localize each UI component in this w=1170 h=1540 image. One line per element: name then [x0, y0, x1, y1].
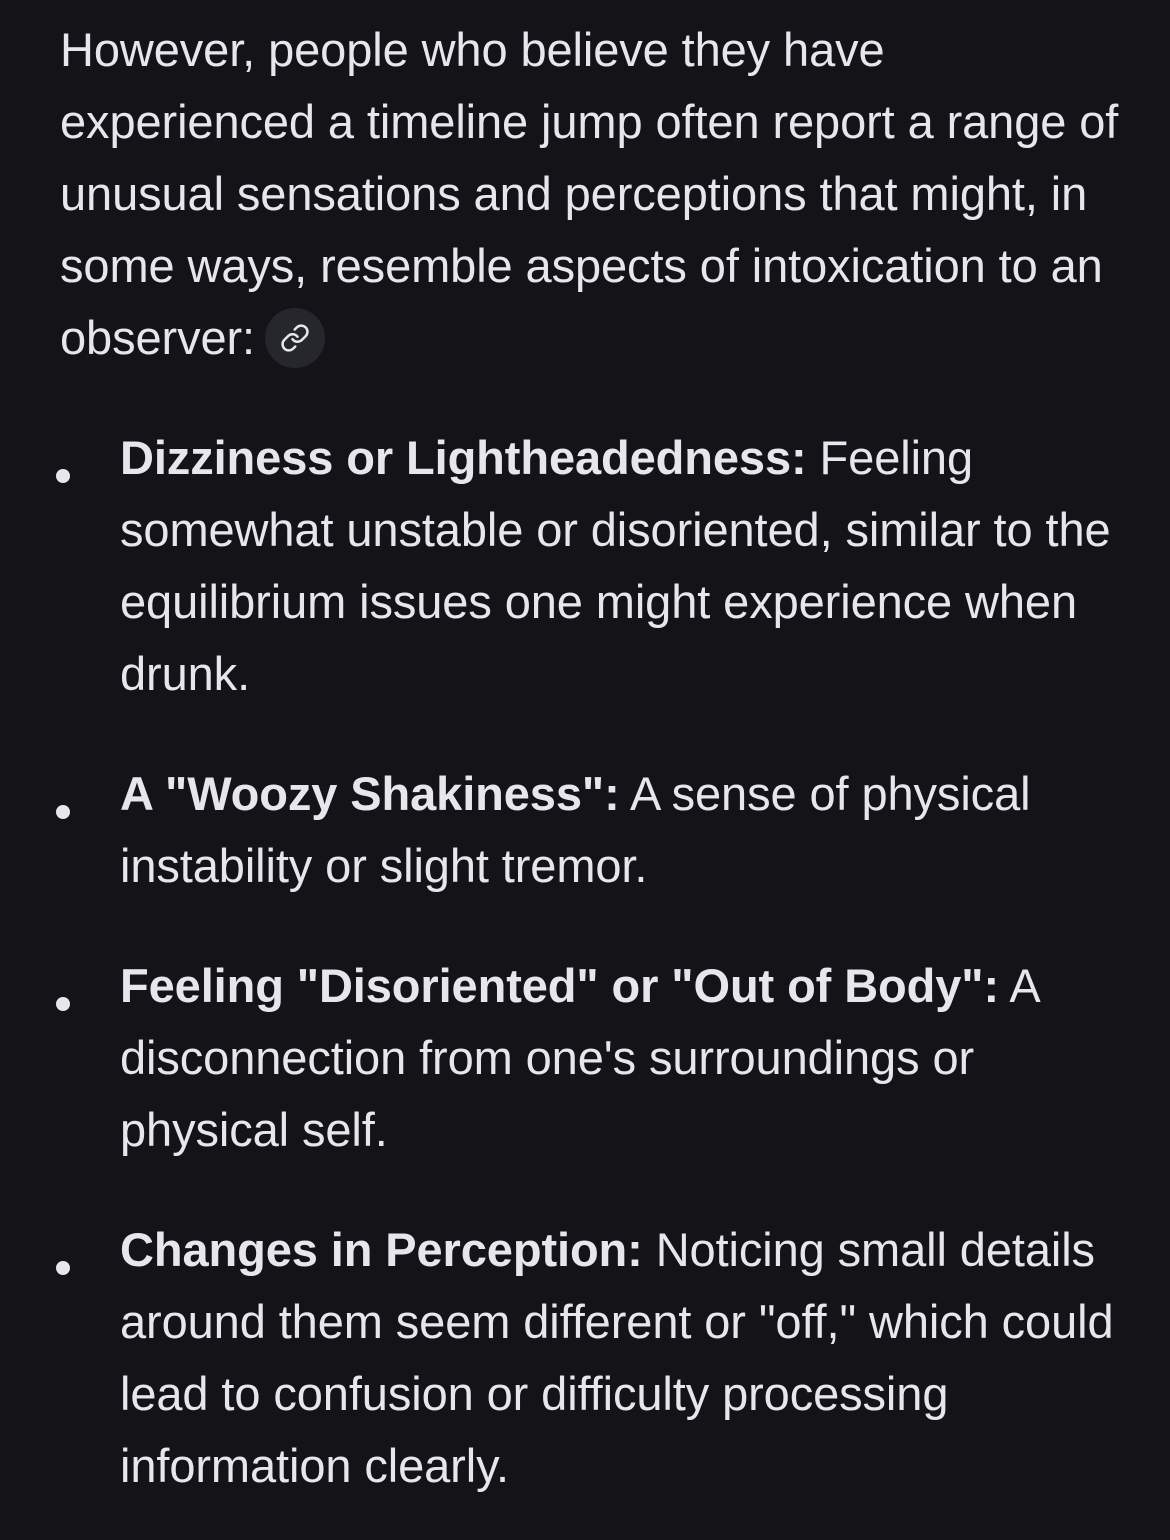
list-item — [60, 758, 1130, 902]
intro-text: However, people who believe they have experienced a timeline jump often report a range of unusual sensations and perceptions that might, in some ways, resemble aspects of intoxication to an observer: — [60, 23, 1119, 364]
list-item — [60, 1214, 1130, 1502]
bullet-term: A "Woozy Shakiness": — [120, 767, 620, 820]
bullet-text: A disconnection from one's surroundings or physical self. — [120, 959, 1039, 1156]
bullet-term: Feeling "Disoriented" or "Out of Body": — [120, 959, 1000, 1012]
bullet-dot — [56, 1261, 70, 1275]
bullet-term: Dizziness or Lightheadedness: — [120, 431, 807, 484]
sensations-list — [60, 422, 1130, 1502]
bullet-dot — [56, 805, 70, 819]
list-item — [60, 950, 1130, 1166]
bullet-text: Noticing small details around them seem different or "off," which could lead to confusion or difficulty processing information clearly. — [120, 1223, 1114, 1492]
bullet-text: Feeling somewhat unstable or disoriented, similar to the equilibrium issues one might experience when drunk. — [120, 431, 1111, 700]
bullet-term: Changes in Perception: — [120, 1223, 643, 1276]
bullet-dot — [56, 997, 70, 1011]
list-item — [60, 422, 1130, 710]
bullet-text: A sense of physical instability or slight tremor. — [120, 767, 1031, 892]
bullet-dot — [56, 469, 70, 483]
source-link-button[interactable] — [265, 308, 325, 368]
intro-paragraph — [60, 14, 1120, 374]
link-icon — [280, 323, 310, 353]
response-content — [60, 14, 1120, 1492]
